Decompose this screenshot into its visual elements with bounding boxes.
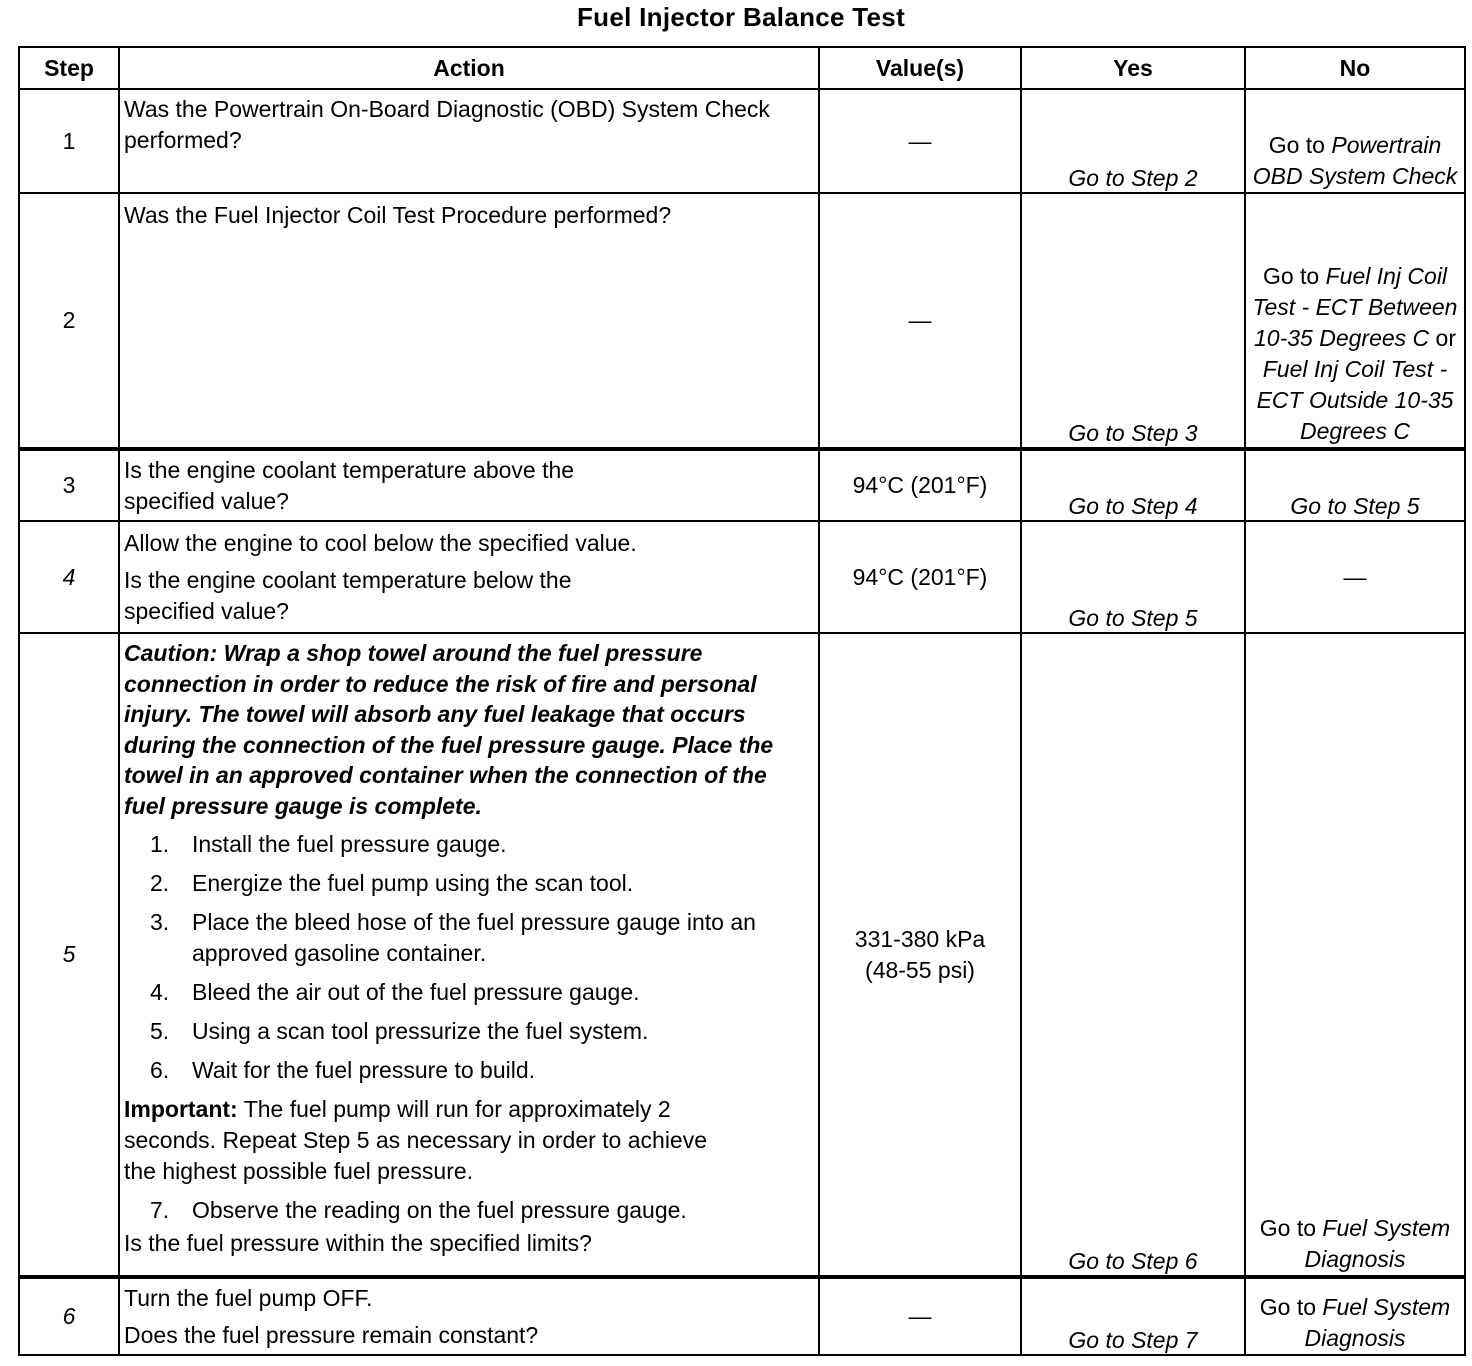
action-question: Is the engine coolant temperature above the specified value? bbox=[124, 457, 575, 514]
page-title: Fuel Injector Balance Test bbox=[576, 2, 906, 32]
table-row-step-3 bbox=[19, 449, 1465, 521]
no-cell bbox=[1245, 1277, 1465, 1355]
caution-note: Caution: Wrap a shop towel around the fuel pressure connection in order to reduce the risk of fire and personal injury. The towel will absorb any fuel leakage that occurs during the connection of the fuel pressure gauge. Place the towel in an approved container when the connection of the fuel pressure gauge is complete. bbox=[124, 640, 774, 819]
table-row-step-2 bbox=[19, 193, 1465, 449]
step-number: 3 bbox=[19, 449, 119, 521]
list-item bbox=[124, 907, 814, 969]
action-instruction: Turn the fuel pump OFF. bbox=[124, 1285, 373, 1311]
list-item bbox=[124, 1055, 814, 1086]
no-link[interactable]: Powertrain OBD System Check bbox=[1252, 132, 1458, 189]
table-row-step-4 bbox=[19, 521, 1465, 633]
item-text: Place the bleed hose of the fuel pressure gauge into an approved gasoline container. bbox=[192, 909, 756, 966]
action-text bbox=[119, 633, 819, 1277]
no-prefix: Go to bbox=[1262, 263, 1326, 289]
item-text: Wait for the fuel pressure to build. bbox=[192, 1057, 536, 1083]
table-row-step-6 bbox=[19, 1277, 1465, 1355]
list-item bbox=[124, 829, 814, 860]
item-text: Bleed the air out of the fuel pressure gauge. bbox=[192, 979, 640, 1005]
no-link[interactable]: Fuel System Diagnosis bbox=[1304, 1215, 1451, 1272]
header-no: No bbox=[1245, 47, 1465, 89]
no-prefix: Go to bbox=[1268, 132, 1332, 158]
value-imperial: (48-55 psi) bbox=[865, 956, 975, 983]
list-item bbox=[124, 977, 814, 1008]
item-number: 3. bbox=[150, 909, 170, 935]
action-text bbox=[119, 193, 819, 449]
action-text bbox=[119, 89, 819, 193]
no-link[interactable]: Go to Step 5 bbox=[1245, 449, 1465, 521]
list-item bbox=[124, 1016, 814, 1047]
header-values: Value(s) bbox=[819, 47, 1021, 89]
action-question: Was the Fuel Injector Coil Test Procedure performed? bbox=[124, 202, 672, 228]
value-cell: — bbox=[819, 89, 1021, 193]
no-link[interactable]: Fuel Inj Coil Test - ECT Between 10-35 Degrees C bbox=[1252, 263, 1458, 351]
no-or: or bbox=[1429, 325, 1456, 351]
value-cell: 94°C (201°F) bbox=[819, 449, 1021, 521]
value-cell: — bbox=[819, 1277, 1021, 1355]
step-number: 6 bbox=[19, 1277, 119, 1355]
value-cell: 94°C (201°F) bbox=[819, 521, 1021, 633]
item-number: 2. bbox=[150, 870, 170, 896]
procedure-steps-2 bbox=[124, 1195, 814, 1226]
no-cell: — bbox=[1245, 521, 1465, 633]
important-text: The fuel pump will run for approximately 2 seconds. Repeat Step 5 as necessary in order to achieve the highest possible fuel pressure. bbox=[124, 1096, 708, 1184]
yes-link[interactable]: Go to Step 6 bbox=[1021, 633, 1245, 1277]
list-item bbox=[124, 1195, 814, 1226]
action-text bbox=[119, 521, 819, 633]
item-text: Observe the reading on the fuel pressure gauge. bbox=[192, 1197, 687, 1223]
item-text: Install the fuel pressure gauge. bbox=[192, 831, 507, 857]
item-number: 6. bbox=[150, 1057, 170, 1083]
action-text bbox=[119, 1277, 819, 1355]
no-prefix: Go to bbox=[1259, 1215, 1323, 1241]
action-question: Does the fuel pressure remain constant? bbox=[124, 1322, 539, 1348]
step-number: 1 bbox=[19, 89, 119, 193]
item-text: Using a scan tool pressurize the fuel system. bbox=[192, 1018, 649, 1044]
no-prefix: Go to bbox=[1259, 1294, 1323, 1320]
yes-link[interactable]: Go to Step 7 bbox=[1021, 1277, 1245, 1355]
list-item bbox=[124, 868, 814, 899]
value-cell bbox=[819, 633, 1021, 1277]
no-link[interactable]: Fuel System Diagnosis bbox=[1304, 1294, 1451, 1351]
action-question: Is the engine coolant temperature below the specified value? bbox=[124, 567, 572, 624]
diagnostic-table bbox=[18, 46, 1466, 1356]
action-instruction: Allow the engine to cool below the specified value. bbox=[124, 530, 637, 556]
no-link[interactable]: Fuel Inj Coil Test - ECT Outside 10-35 Degrees C bbox=[1256, 356, 1454, 444]
step-number: 5 bbox=[19, 633, 119, 1277]
item-number: 5. bbox=[150, 1018, 170, 1044]
step-number: 4 bbox=[19, 521, 119, 633]
table-row-step-5 bbox=[19, 633, 1465, 1277]
no-cell bbox=[1245, 193, 1465, 449]
header-yes: Yes bbox=[1021, 47, 1245, 89]
item-number: 7. bbox=[150, 1197, 170, 1223]
action-question: Is the fuel pressure within the specified limits? bbox=[124, 1230, 592, 1256]
table-row-step-1 bbox=[19, 89, 1465, 193]
header-row bbox=[19, 47, 1465, 89]
value-metric: 331-380 kPa bbox=[854, 925, 986, 952]
item-number: 4. bbox=[150, 979, 170, 1005]
value-cell: — bbox=[819, 193, 1021, 449]
item-number: 1. bbox=[150, 831, 170, 857]
yes-link[interactable]: Go to Step 5 bbox=[1021, 521, 1245, 633]
header-action: Action bbox=[119, 47, 819, 89]
header-step: Step bbox=[19, 47, 119, 89]
yes-link[interactable]: Go to Step 3 bbox=[1021, 193, 1245, 449]
step-number: 2 bbox=[19, 193, 119, 449]
action-text bbox=[119, 449, 819, 521]
no-cell bbox=[1245, 633, 1465, 1277]
yes-link[interactable]: Go to Step 2 bbox=[1021, 89, 1245, 193]
important-label: Important: bbox=[124, 1096, 238, 1122]
yes-link[interactable]: Go to Step 4 bbox=[1021, 449, 1245, 521]
important-note bbox=[124, 1094, 814, 1187]
no-cell bbox=[1245, 89, 1465, 193]
item-text: Energize the fuel pump using the scan tool. bbox=[192, 870, 634, 896]
action-question: Was the Powertrain On-Board Diagnostic (OBD) System Check performed? bbox=[124, 96, 770, 153]
procedure-steps bbox=[124, 829, 814, 1086]
